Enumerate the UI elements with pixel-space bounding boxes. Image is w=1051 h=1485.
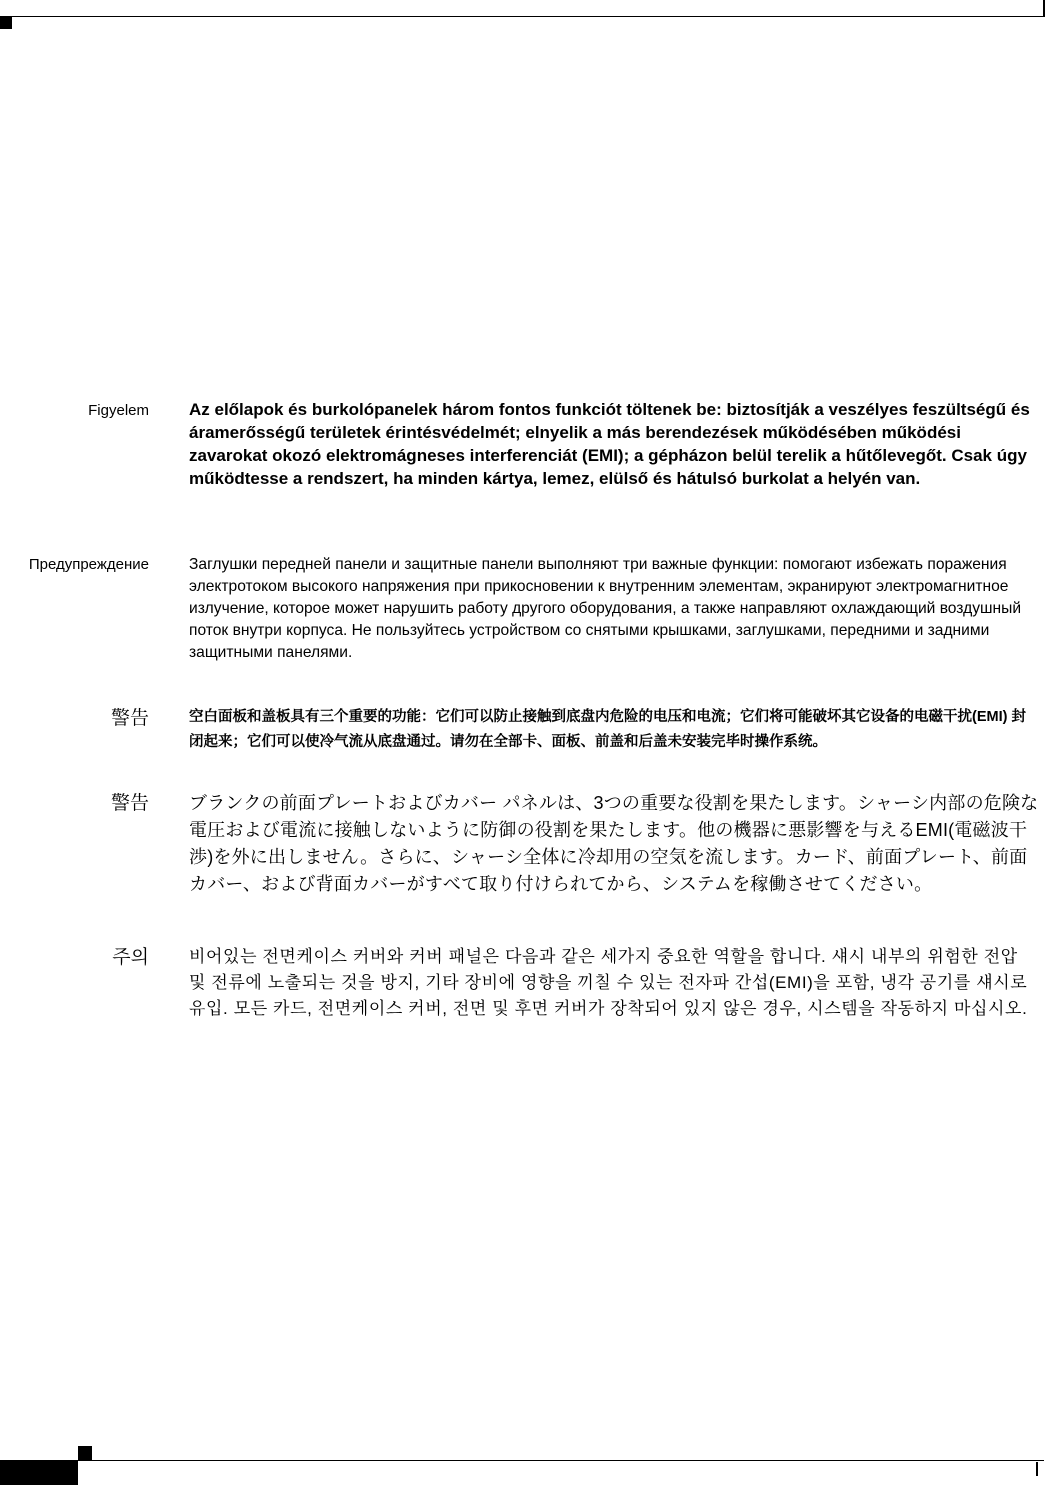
footer-corner-mark [78,1446,92,1460]
header-rule [0,16,1044,17]
warning-label: 주의 [112,947,149,968]
warning-text: 空白面板和盖板具有三个重要的功能：它们可以防止接触到底盘内危险的电压和电流；它们将可能破坏其它设备的电磁干扰(EMI) 封闭起来；它们可以使冷气流从底盘通过。请勿在全部卡、面板、前盖和后盖未安装完毕时操作系统。 [189,709,1026,750]
warning-text: Az előlapok és burkolópanelek három fontos funkciót töltenek be: biztosítják a veszélyes feszültségű és áramerősségű területek érintésvédelmét; elnyelik a más berendezések működésében működési zavarokat okozó elektromágneses interferenciát (EMI); a gépházon belül terelik a hűtőlevegőt. Csak úgy működtesse a rendszert, ha minden kártya, lemez, elülső és hátulsó burkolat a helyén van. [189,400,1030,488]
warning-text: ブランクの前面プレートおよびカバー パネルは、3つの重要な役割を果たします。シャーシ内部の危険な電圧および電流に接触しないように防御の役割を果たします。他の機器に悪影響を与えるEMI(電磁波干渉)を外に出しません。さらに、シャーシ全体に冷却用の空気を流します。カード、前面プレート、前面カバー、および背面カバーがすべて取り付けられてから、システムを稼働させてください。 [189,793,1039,894]
warning-text: Заглушки передней панели и защитные панели выполняют три важные функции: помогают избежать поражения электротоком высокого напряжения при прикосновении к внутренним элементам, экранируют электромагнитное излучение, которое может нарушить работу другого оборудования, а также направляют охлаждающий воздушный поток внутри корпуса. Не пользуйтесь устройством со снятыми крышками, заглушками, передними и задними защитными панелями. [189,556,1022,661]
header-rule-end-mark [1043,0,1045,17]
footer-rule [0,1460,1044,1461]
warning-label: 警告 [110,708,149,729]
header-corner-mark [0,17,12,29]
warning-label: Figyelem [88,402,149,419]
warning-label: Предупреждение [28,556,149,573]
footer-rule-end-mark [1036,1462,1038,1476]
footer-page-tab [0,1460,78,1485]
warning-label: 警告 [110,793,149,814]
warning-text: 비어있는 전면케이스 커버와 커버 패널은 다음과 같은 세가지 중요한 역할을 합니다. 섀시 내부의 위험한 전압 및 전류에 노출되는 것을 방지, 기타 장비에 영향을 끼칠 수 있는 전자파 간섭(EMI)을 포함, 냉각 공기를 섀시로 유입. 모든 카드, 전면케이스 커버, 전면 및 후면 커버가 장착되어 있지 않은 경우, 시스템을 작동하지 마십시오. [189,947,1028,1018]
